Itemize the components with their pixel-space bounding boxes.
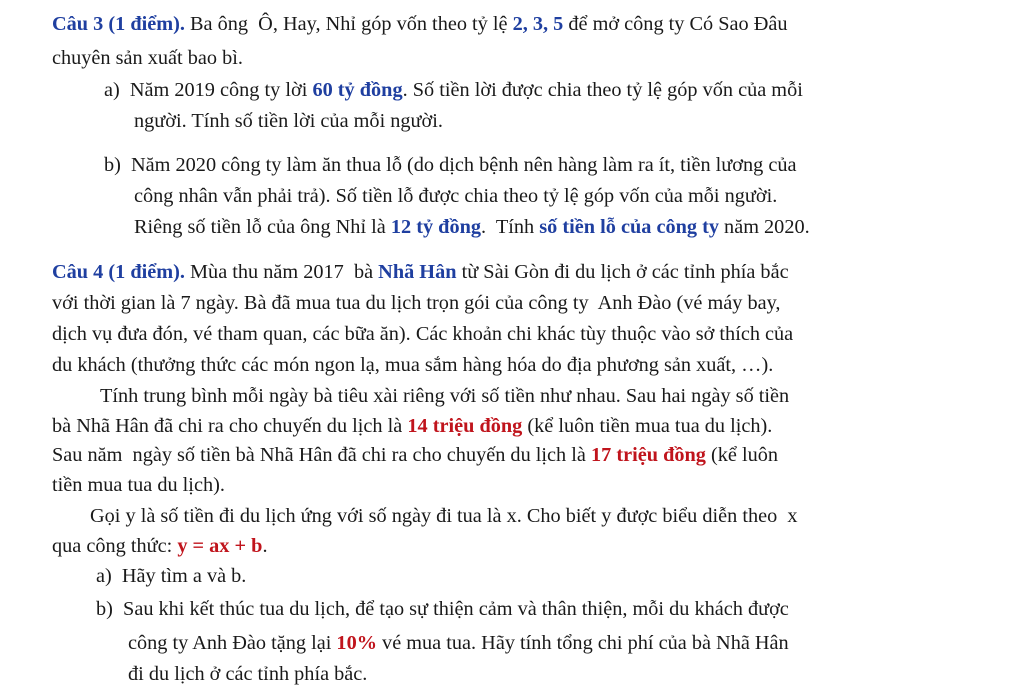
cau3-a-amount: 60 tỷ đồng — [312, 79, 403, 101]
cau3-title: Câu 3 (1 điểm). — [52, 13, 185, 35]
cau4-p2-line-1: Tính trung bình mỗi ngày bà tiêu xài riêng với số tiền như nhau. Sau hai ngày số tiền — [100, 385, 790, 407]
cau4-p3-line-2: qua công thức: y = ax + b. — [52, 535, 268, 557]
cau4-p3-line-1: Gọi y là số tiền đi du lịch ứng với số ngày đi tua là x. Cho biết y được biểu diễn theo x — [90, 505, 798, 527]
cau3-line-2: chuyên sản xuất bao bì. — [52, 47, 243, 69]
cau4-amount-1: 14 triệu đồng — [407, 415, 523, 437]
cau4-p2-line-2: bà Nhã Hân đã chi ra cho chuyến du lịch là 14 triệu đồng (kể luôn tiền mua tua du lịch). — [52, 415, 773, 437]
cau3-line-1: Câu 3 (1 điểm). Ba ông Ô, Hay, Nhỉ góp vốn theo tỷ lệ 2, 3, 5 để mở công ty Có Sao Đâu — [52, 13, 788, 35]
cau4-p1-line-4: du khách (thưởng thức các món ngon lạ, mua sắm hàng hóa do địa phương sản xuất, …). — [52, 354, 774, 376]
cau4-p2-line-4: tiền mua tua du lịch). — [52, 474, 225, 496]
cau3-a-line-1: a) Năm 2019 công ty lời 60 tỷ đồng. Số tiền lời được chia theo tỷ lệ góp vốn của mỗi — [104, 79, 803, 101]
cau3-b-line-1: b) Năm 2020 công ty làm ăn thua lỗ (do dịch bệnh nên hàng làm ra ít, tiền lương của — [104, 154, 797, 176]
cau4-percent: 10% — [336, 632, 377, 654]
cau4-name: Nhã Hân — [378, 261, 457, 283]
cau4-b-line-1: b) Sau khi kết thúc tua du lịch, để tạo sự thiện cảm và thân thiện, mỗi du khách được — [96, 598, 789, 620]
cau4-b-line-3: đi du lịch ở các tỉnh phía bắc. — [128, 663, 368, 685]
cau4-a-line-1: a) Hãy tìm a và b. — [96, 565, 247, 587]
cau4-title: Câu 4 (1 điểm). — [52, 261, 185, 283]
cau3-b-line-3: Riêng số tiền lỗ của ông Nhỉ là 12 tỷ đồng. Tính số tiền lỗ của công ty năm 2020. — [134, 216, 810, 238]
cau3-ratio: 2, 3, 5 — [512, 13, 564, 35]
cau4-p1-line-2: với thời gian là 7 ngày. Bà đã mua tua du lịch trọn gói của công ty Anh Đào (vé máy bay, — [52, 292, 781, 314]
cau3-b-amount: 12 tỷ đồng — [390, 216, 482, 238]
cau3-b-highlight: số tiền lỗ của công ty — [539, 216, 719, 238]
cau4-p1-line-3: dịch vụ đưa đón, vé tham quan, các bữa ăn). Các khoản chi khác tùy thuộc vào sở thích của — [52, 323, 794, 345]
cau4-line-1: Câu 4 (1 điểm). Mùa thu năm 2017 bà Nhã Hân từ Sài Gòn đi du lịch ở các tỉnh phía bắc — [52, 261, 789, 283]
cau3-a-line-2: người. Tính số tiền lời của mỗi người. — [134, 110, 443, 132]
cau3-b-line-2: công nhân vẫn phải trả). Số tiền lỗ được chia theo tỷ lệ góp vốn của mỗi người. — [134, 185, 778, 207]
cau4-amount-2: 17 triệu đồng — [590, 444, 706, 466]
cau4-formula: y = ax + b — [177, 535, 263, 557]
cau4-p2-line-3: Sau năm ngày số tiền bà Nhã Hân đã chi ra cho chuyến du lịch là 17 triệu đồng (kể luôn — [52, 444, 779, 466]
cau4-b-line-2: công ty Anh Đào tặng lại 10% vé mua tua. Hãy tính tổng chi phí của bà Nhã Hân — [128, 632, 789, 654]
